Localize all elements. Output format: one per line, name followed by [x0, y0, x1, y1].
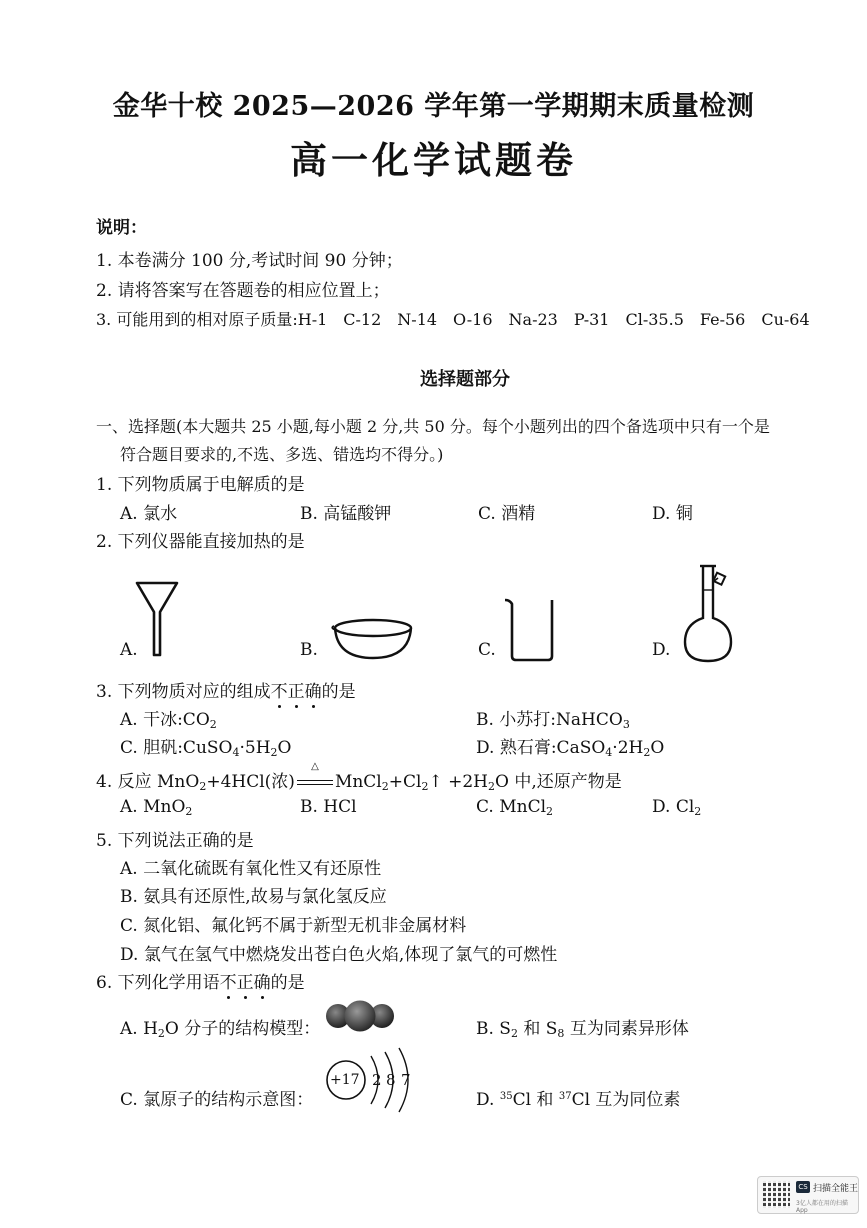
q6-stem-pre: 6. 下列化学用语 — [96, 973, 220, 993]
exam-title: 高一化学试题卷 — [290, 138, 577, 182]
q4-sub: 2 — [381, 780, 389, 793]
q6-emphasis-1: 不 — [219, 973, 237, 993]
q6-b-text3: 互为同素异形体 — [564, 1019, 689, 1039]
q6-option-b — [476, 1014, 689, 1039]
q6-a-text: A. H — [120, 1019, 158, 1039]
reaction-arrow — [295, 761, 335, 792]
q4-c-text: C. MnCl — [476, 797, 547, 817]
q4-stem — [96, 761, 622, 793]
q3-option-c — [120, 733, 291, 758]
q6-stem — [96, 968, 305, 993]
nucleus-charge: +17 — [330, 1072, 360, 1088]
q3-stem — [96, 677, 356, 702]
part1-instructions-line1: 一、选择题(本大题共 25 小题,每小题 2 分,共 50 分。每个小题列出的四个备选项中只有一个是 — [96, 417, 770, 436]
q3-emphasis-1: 不 — [270, 682, 288, 702]
electron-shell-1: 2 — [372, 1071, 382, 1089]
q3-stem-post: 的是 — [321, 682, 356, 702]
q4-stem-part: +Cl — [388, 772, 422, 792]
q3-c-sub: 4 — [232, 746, 240, 759]
q2-option-a: A. — [120, 640, 138, 660]
q5-option-b: B. 氨具有还原性,故易与氯化氢反应 — [120, 887, 387, 907]
beaker-icon — [504, 598, 556, 662]
q3-d-text3: O — [650, 738, 665, 758]
q5-option-a: A. 二氧化硫既有氧化性又有还原性 — [120, 859, 382, 879]
q4-d-text: D. Cl — [652, 797, 695, 817]
q6-option-a — [120, 1014, 320, 1039]
funnel-icon — [135, 580, 179, 660]
q3-option-a — [120, 705, 217, 730]
q3-b-text: B. 小苏打:NaHCO — [476, 710, 623, 730]
q3-b-sub: 3 — [622, 718, 630, 731]
q6-a-sub: 2 — [157, 1027, 165, 1040]
section-title: 选择题部分 — [420, 369, 510, 390]
q3-d-sub2: 2 — [643, 746, 651, 759]
q6-a-text2: O 分子的结构模型： — [164, 1019, 321, 1039]
part1-instructions-line2: 符合题目要求的,不选、多选、错选均不得分。) — [120, 445, 444, 464]
q5-option-c: C. 氮化铝、氟化钙不属于新型无机非金属材料 — [120, 916, 467, 936]
q3-c-text: C. 胆矾:CuSO — [120, 738, 233, 758]
q4-stem-part: MnCl — [334, 772, 382, 792]
q6-d-text3: Cl 互为同位素 — [571, 1090, 681, 1110]
q4-a-sub: 2 — [185, 805, 193, 818]
q6-emphasis-2: 正 — [236, 973, 254, 993]
q5-option-d: D. 氯气在氢气中燃烧发出苍白色火焰,体现了氯气的可燃性 — [120, 945, 558, 965]
q4-sub: 2 — [421, 780, 429, 793]
q3-stem-pre: 3. 下列物质对应的组成 — [96, 682, 271, 702]
q4-stem-part: ↑ +2H — [428, 772, 488, 792]
q3-d-sub: 4 — [605, 746, 613, 759]
q3-a-sub: 2 — [209, 718, 217, 731]
q4-sub: 2 — [488, 780, 495, 793]
evaporating-dish-icon — [332, 618, 414, 662]
q1-option-a: A. 氯水 — [120, 504, 178, 524]
q1-option-c: C. 酒精 — [478, 504, 536, 524]
heat-condition: △ — [311, 761, 319, 772]
q6-d-text: D. — [476, 1090, 500, 1110]
q6-option-c: C. 氯原子的结构示意图： — [120, 1090, 314, 1110]
water-molecule-model-icon — [325, 1000, 395, 1032]
q4-stem-part: +4HCl(浓) — [206, 772, 295, 792]
q6-b-text2: 和 S — [517, 1019, 558, 1039]
q3-c-text3: O — [277, 738, 292, 758]
q4-stem-part: 4. 反应 MnO — [96, 772, 200, 792]
q2-stem: 2. 下列仪器能直接加热的是 — [96, 532, 305, 552]
q3-option-d — [476, 733, 664, 758]
q4-option-b: B. HCl — [300, 797, 357, 817]
q6-option-d — [476, 1085, 680, 1110]
q4-option-d — [652, 797, 701, 817]
q6-d-sup: 35 — [499, 1091, 513, 1102]
note-3: 3. 可能用到的相对原子质量:H-1 C-12 N-14 O-16 Na-23 P-31 Cl-35.5 Fe-56 Cu-64 — [96, 310, 810, 329]
q4-a-text: A. MnO — [120, 797, 186, 817]
volumetric-flask-icon — [682, 560, 734, 664]
q2-option-b: B. — [300, 640, 318, 660]
exam-header: 金华十校 2025—2026 学年第一学期期末质量检测 — [112, 91, 755, 122]
q2-option-c: C. — [478, 640, 496, 660]
electron-shell-3: 7 — [401, 1071, 411, 1089]
q3-emphasis-3: 确 — [304, 682, 322, 702]
q6-b-sub: 2 — [510, 1027, 518, 1040]
q6-d-text2: Cl 和 — [512, 1090, 559, 1110]
q4-c-sub: 2 — [546, 805, 554, 818]
q5-stem: 5. 下列说法正确的是 — [96, 831, 254, 851]
q3-c-text2: ·5H — [239, 738, 271, 758]
q3-c-sub2: 2 — [270, 746, 278, 759]
scanner-app-name: 扫描全能王 — [813, 1184, 859, 1194]
q1-option-d: D. 铜 — [652, 504, 693, 524]
q4-stem-part: O 中,还原产物是 — [495, 772, 622, 792]
q1-option-b: B. 高锰酸钾 — [300, 504, 392, 524]
q6-b-text: B. S — [476, 1019, 511, 1039]
scanner-watermark — [757, 1176, 859, 1214]
q3-option-b — [476, 705, 630, 730]
electron-shell-2: 8 — [386, 1071, 396, 1089]
q3-d-text: D. 熟石膏:CaSO — [476, 738, 606, 758]
scanner-app-tagline: 3亿人都在用的扫描App — [796, 1200, 848, 1214]
q6-d-sup2: 37 — [558, 1091, 572, 1102]
note-1: 1. 本卷满分 100 分,考试时间 90 分钟； — [96, 251, 403, 271]
q4-sub: 2 — [199, 780, 207, 793]
q3-emphasis-2: 正 — [287, 682, 305, 702]
q4-option-c — [476, 797, 553, 817]
q1-stem: 1. 下列物质属于电解质的是 — [96, 475, 305, 495]
q4-d-sub: 2 — [694, 805, 702, 818]
q2-option-d: D. — [652, 640, 671, 660]
q3-d-text2: ·2H — [612, 738, 644, 758]
q6-emphasis-3: 确 — [253, 973, 271, 993]
qr-code-icon — [763, 1181, 790, 1208]
q6-b-sub2: 8 — [557, 1027, 565, 1040]
notes-heading: 说明： — [96, 218, 147, 238]
q6-stem-post: 的是 — [270, 973, 305, 993]
q4-option-a — [120, 797, 192, 817]
q3-a-text: A. 干冰:CO — [120, 710, 210, 730]
note-2: 2. 请将答案写在答题卷的相应位置上； — [96, 281, 390, 301]
camscanner-badge: CS — [796, 1181, 810, 1193]
